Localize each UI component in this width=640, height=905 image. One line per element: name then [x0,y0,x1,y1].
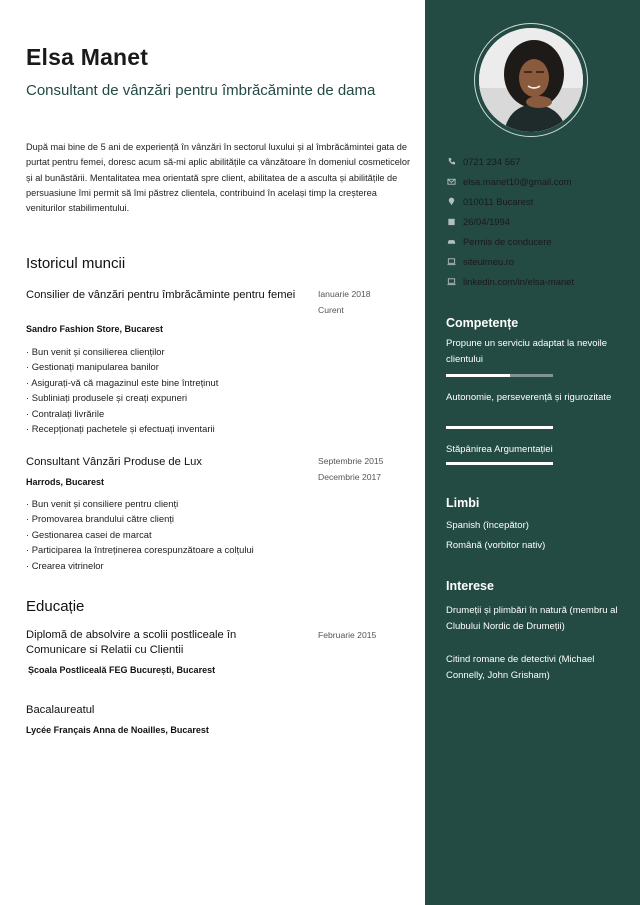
profile-summary: După mai bine de 5 ani de experiență în vânzări în sectorul luxului și al îmbrăcămintei gata de purtat pentru femei, doresc acum să-mi aplic abilitățile ca vânzătoare în domeniul cosmeticelor și al bunăstării. Mentalitatea mea orientată spre client, abilitatea de a asculta și abilitățile de persuasiune îmi permit să îmi păstrez clientela, contribuind în același timp la creșterea veniturilor stabilimentului. [26,142,411,214]
job-2-title: Consultant Vânzări Produse de Lux [26,456,203,468]
education-1-school: Școala Postliceală FEG București, Bucarest [28,665,216,675]
education-2-title: Bacalaureatul [26,704,95,716]
list-item: · Promovarea brandului către clienți [26,511,254,526]
interest-1: Drumeții și plimbări în natură (membru al Clubului Nordic de Drumeții) [446,605,618,632]
list-item: · Crearea vitrinelor [26,558,254,573]
list-item: · Bun venit și consilierea clienților [26,344,218,359]
contact-linkedin[interactable] [447,271,574,291]
job-title: Consultant de vânzări pentru îmbrăcăminte de dama [26,82,376,99]
list-item: · Participarea la întreținerea corespunzătoare a colțului [26,542,254,557]
contact-birthdate [447,211,574,231]
skill-1-label: Propune un serviciu adaptat la nevoile clientului [446,338,608,365]
contact-birthdate-text: 26/04/1994 [463,215,510,227]
list-item: · Gestionați manipularea banilor [26,359,218,374]
education-2-school: Lycée Français Anna de Noailles, Bucarest [26,725,209,735]
skill-3-bar [446,462,553,465]
calendar-icon [447,217,456,226]
contact-website-text: siteulmeu.ro [463,255,515,267]
car-icon [447,237,456,246]
contact-address-text: 010011 Bucarest [463,195,534,207]
job-1-title: Consilier de vânzări pentru îmbrăcăminte pentru femei [26,289,296,301]
contact-license [447,231,574,251]
job-1-dates [318,286,371,318]
education-1-title: Diplomă de absolvire a scolii postliceale în Comunicare si Relatii cu Clientii [26,629,237,656]
list-item: · Subliniați produsele și creați expuneri [26,390,218,405]
phone-icon [447,157,456,166]
skills-heading: Competențe [446,316,519,330]
skill-2-bar [446,426,553,429]
interest-2: Citind romane de detectivi (Michael Connelly, John Grisham) [446,654,595,681]
skill-3-label: Stăpânirea Argumentației [446,444,553,455]
profile-photo [479,28,583,132]
email-icon [447,177,456,186]
job-1-employer: Sandro Fashion Store, Bucarest [26,324,164,334]
job-2-employer: Harrods, Bucarest [26,477,105,487]
job-2-dates [318,453,383,485]
job-1-bullets [26,344,218,436]
list-item: · Contralați livrările [26,406,218,421]
list-item: · Asigurați-vă că magazinul este bine întreținut [26,375,218,390]
skill-2-bar-fill [446,426,553,429]
job-1-date-start: Ianuarie 2018 [318,289,371,299]
list-item: · Bun venit și consiliere pentru clienți [26,496,254,511]
contact-phone[interactable] [447,151,574,171]
skill-2-label: Autonomie, perseverență și rigurozitate [446,392,612,403]
list-item: · Gestionarea casei de marcat [26,527,254,542]
list-item: · Recepționați pachetele și efectuați inventarii [26,421,218,436]
contact-linkedin-text: linkedin.com/in/elsa-manet [463,275,574,287]
contact-phone-text: 0721 234 567 [463,155,521,167]
interests-heading: Interese [446,579,494,593]
website-icon [447,257,456,266]
job-2-date-end: Decembrie 2017 [318,472,382,482]
job-2-bullets [26,496,254,573]
contact-email[interactable] [447,171,574,191]
location-icon [447,197,456,206]
job-2-date-start: Septembrie 2015 [318,456,384,466]
job-1-date-end: Curent [318,305,344,315]
skill-1-bar [446,374,553,377]
candidate-name: Elsa Manet [26,44,149,70]
linkedin-icon [447,277,456,286]
education-heading: Educație [26,598,85,615]
language-2: Română (vorbitor nativ) [446,540,546,551]
languages-heading: Limbi [446,496,480,510]
skill-1-bar-fill [446,374,510,377]
work-history-heading: Istoricul muncii [26,255,126,272]
contact-list [447,151,574,291]
language-1: Spanish (începător) [446,520,529,531]
avatar-illustration [479,28,583,132]
skill-3-bar-fill [446,462,553,465]
contact-website[interactable] [447,251,574,271]
contact-address [447,191,574,211]
contact-license-text: Permis de conducere [463,235,552,247]
education-1-date: Februarie 2015 [318,630,377,640]
contact-email-text: elsa.manet10@gmail.com [463,175,572,187]
